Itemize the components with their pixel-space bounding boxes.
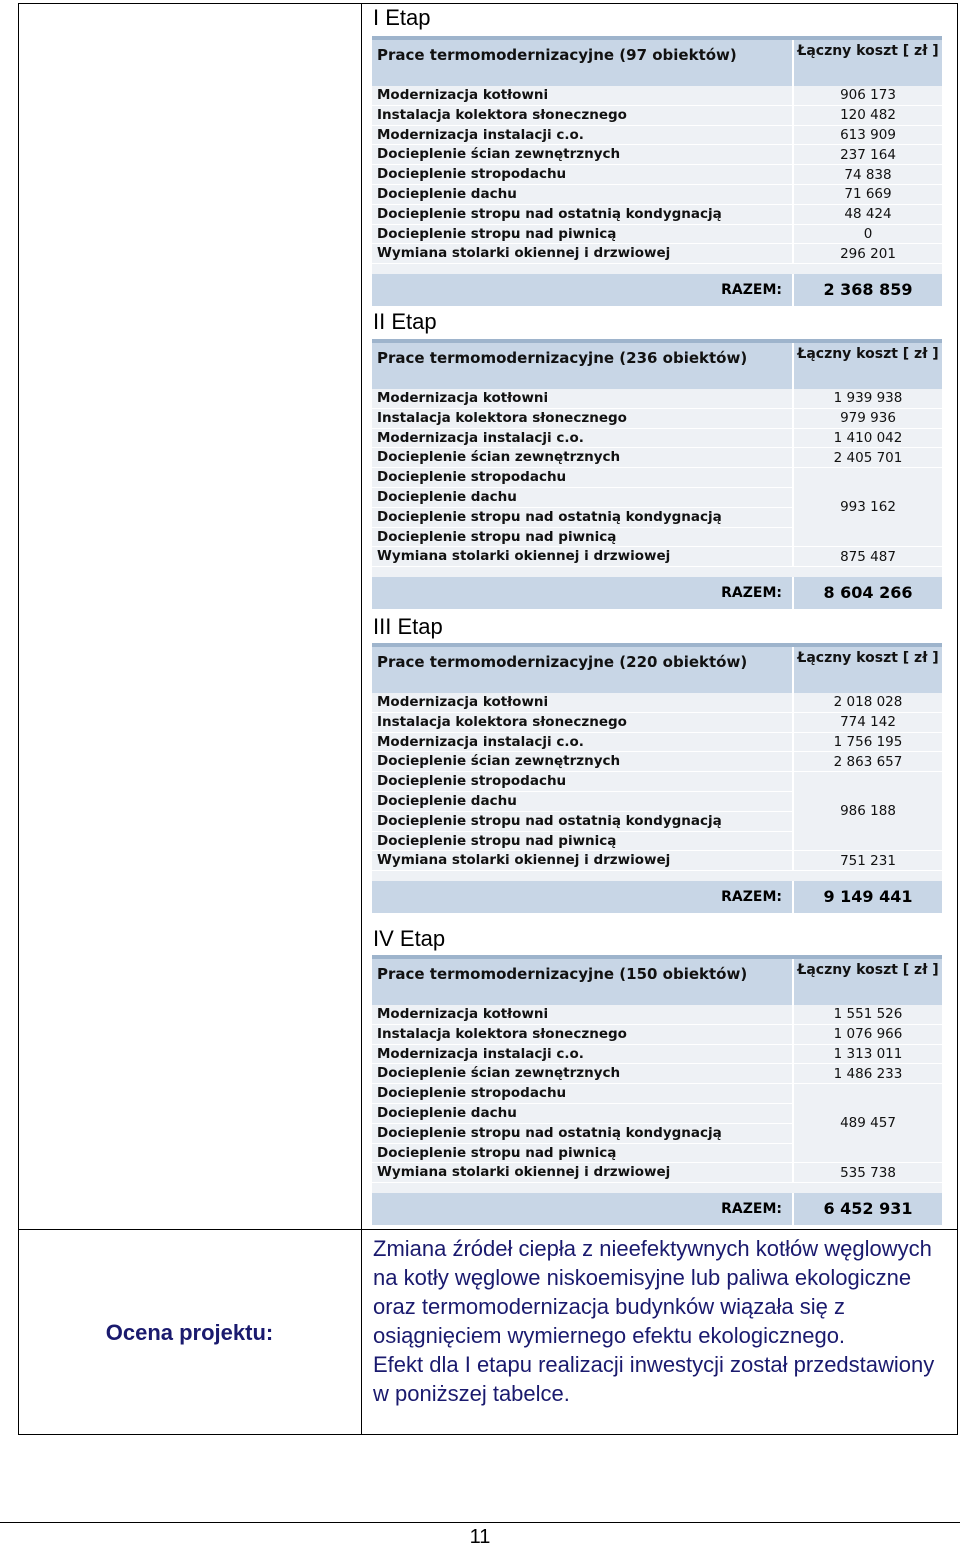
assessment-description: [373, 1234, 953, 1408]
cost-value: 71 669: [794, 185, 942, 205]
stage-title: III Etap: [373, 614, 443, 639]
cost-value: 875 487: [794, 547, 942, 567]
work-item: Docieplenie ścian zewnętrznych: [372, 145, 792, 165]
stage-table: [372, 643, 942, 913]
work-item: Docieplenie ścian zewnętrznych: [372, 1064, 792, 1084]
assessment-text-2: Efekt dla I etapu realizacji inwestycji został przedstawiony w poniższej tabelce.: [373, 1352, 935, 1406]
cost-value: 535 738: [794, 1163, 942, 1183]
stage-table: [372, 36, 942, 306]
cost-value: 237 164: [794, 145, 942, 165]
cost-value: 48 424: [794, 205, 942, 225]
work-item: Modernizacja instalacji c.o.: [372, 126, 792, 146]
work-item: Modernizacja kotłowni: [372, 86, 792, 106]
cost-value: 751 231: [794, 851, 942, 871]
cost-value: 2 018 028: [794, 693, 942, 713]
work-item: Docieplenie stropu nad piwnicą: [372, 528, 792, 548]
header-works: Prace termomodernizacyjne (97 obiektów): [377, 46, 737, 64]
table-footer: [372, 274, 942, 306]
header-cost: Łączny koszt [ zł ]: [792, 40, 942, 86]
work-item: Docieplenie stropu nad ostatnią kondygnacją: [372, 812, 792, 832]
cost-value: 1 313 011: [794, 1045, 942, 1065]
work-item: Instalacja kolektora słonecznego: [372, 1025, 792, 1045]
total-label: RAZEM:: [721, 1201, 782, 1218]
cost-value: 1 939 938: [794, 389, 942, 409]
work-item: Docieplenie stropodachu: [372, 468, 792, 488]
table-header: [372, 339, 942, 389]
table-border-row: [18, 1229, 958, 1230]
total-label: RAZEM:: [721, 282, 782, 299]
total-value: 6 452 931: [792, 1193, 942, 1225]
work-item: Docieplenie dachu: [372, 185, 792, 205]
work-item: Instalacja kolektora słonecznego: [372, 409, 792, 429]
work-item: Docieplenie stropu nad ostatnią kondygnacją: [372, 205, 792, 225]
header-cost: Łączny koszt [ zł ]: [792, 343, 942, 389]
table-border-bottom: [18, 1434, 958, 1435]
table-header: [372, 643, 942, 693]
work-item: Modernizacja kotłowni: [372, 389, 792, 409]
work-item: Modernizacja instalacji c.o.: [372, 733, 792, 753]
table-header: [372, 36, 942, 86]
table-footer: [372, 577, 942, 609]
table-footer: [372, 1193, 942, 1225]
header-works: Prace termomodernizacyjne (220 obiektów): [377, 653, 748, 671]
total-label: RAZEM:: [721, 889, 782, 906]
stage-title: I Etap: [373, 5, 431, 30]
header-works: Prace termomodernizacyjne (150 obiektów): [377, 965, 748, 983]
header-cost: Łączny koszt [ zł ]: [792, 959, 942, 1005]
table-border-left: [18, 3, 19, 1435]
stage-title: IV Etap: [373, 926, 446, 951]
total-value: 8 604 266: [792, 577, 942, 609]
work-item: Docieplenie stropodachu: [372, 1084, 792, 1104]
work-item: Docieplenie ścian zewnętrznych: [372, 752, 792, 772]
total-value: 9 149 441: [792, 881, 942, 913]
stage-table: [372, 339, 942, 609]
cost-value: 1 076 966: [794, 1025, 942, 1045]
assessment-text-1: Zmiana źródeł ciepła z nieefektywnych kotłów węglowych na kotły węglowe niskoemisyjne lub paliwa ekologiczne oraz termomodernizacja budynków wiązała się z osiągnięciem wymiernego efektu ekologicznego.: [373, 1236, 932, 1348]
cost-value: 1 551 526: [794, 1005, 942, 1025]
work-item: Instalacja kolektora słonecznego: [372, 713, 792, 733]
cost-value: 1 486 233: [794, 1064, 942, 1084]
work-item: Modernizacja instalacji c.o.: [372, 1045, 792, 1065]
cost-value: 120 482: [794, 106, 942, 126]
footer-divider: [0, 1522, 960, 1523]
cost-value: 774 142: [794, 713, 942, 733]
total-label: RAZEM:: [721, 585, 782, 602]
work-item: Wymiana stolarki okiennej i drzwiowej: [372, 244, 792, 264]
stage-title: II Etap: [373, 309, 437, 334]
table-border-right: [957, 3, 958, 1435]
assessment-label: Ocena projektu:: [105, 1319, 274, 1345]
work-item: Modernizacja instalacji c.o.: [372, 429, 792, 449]
work-item: Docieplenie stropodachu: [372, 165, 792, 185]
total-value: 2 368 859: [792, 274, 942, 306]
cost-value: 906 173: [794, 86, 942, 106]
work-item: Docieplenie dachu: [372, 488, 792, 508]
work-item: Wymiana stolarki okiennej i drzwiowej: [372, 851, 792, 871]
work-item: Wymiana stolarki okiennej i drzwiowej: [372, 1163, 792, 1183]
work-item: Modernizacja kotłowni: [372, 693, 792, 713]
work-item: Modernizacja kotłowni: [372, 1005, 792, 1025]
cost-value: 2 863 657: [794, 752, 942, 772]
cost-value: 489 457: [794, 1084, 942, 1163]
cost-value: 296 201: [794, 244, 942, 264]
work-item: Docieplenie stropu nad piwnicą: [372, 832, 792, 852]
table-border-top: [18, 3, 958, 4]
work-item: Docieplenie stropu nad ostatnią kondygnacją: [372, 1124, 792, 1144]
header-works: Prace termomodernizacyjne (236 obiektów): [377, 349, 748, 367]
work-item: Docieplenie stropu nad piwnicą: [372, 1144, 792, 1164]
table-border-mid: [361, 3, 362, 1435]
cost-value: 74 838: [794, 165, 942, 185]
work-item: Docieplenie stropu nad ostatnią kondygnacją: [372, 508, 792, 528]
cost-value: 0: [794, 225, 942, 245]
work-item: Docieplenie ścian zewnętrznych: [372, 448, 792, 468]
cost-value: 993 162: [794, 468, 942, 547]
cost-value: 2 405 701: [794, 448, 942, 468]
work-item: Docieplenie stropodachu: [372, 772, 792, 792]
cost-value: 986 188: [794, 772, 942, 851]
page-number: 11: [469, 1526, 491, 1548]
work-item: Wymiana stolarki okiennej i drzwiowej: [372, 547, 792, 567]
work-item: Instalacja kolektora słonecznego: [372, 106, 792, 126]
cost-value: 1 410 042: [794, 429, 942, 449]
stage-table: [372, 955, 942, 1225]
cost-value: 1 756 195: [794, 733, 942, 753]
cost-value: 613 909: [794, 126, 942, 146]
table-header: [372, 955, 942, 1005]
table-footer: [372, 881, 942, 913]
work-item: Docieplenie dachu: [372, 1104, 792, 1124]
work-item: Docieplenie stropu nad piwnicą: [372, 225, 792, 245]
cost-value: 979 936: [794, 409, 942, 429]
header-cost: Łączny koszt [ zł ]: [792, 647, 942, 693]
work-item: Docieplenie dachu: [372, 792, 792, 812]
